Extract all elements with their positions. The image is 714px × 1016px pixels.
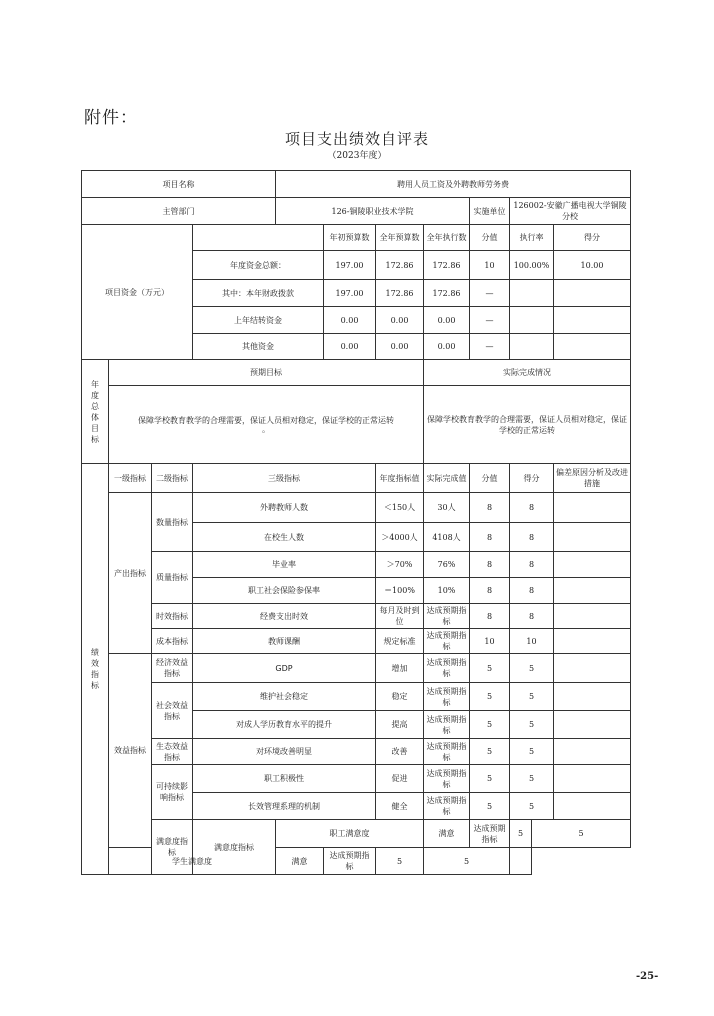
level3-cell: 经费支出时效	[193, 604, 376, 629]
funds-header-annual: 全年预算数	[376, 225, 424, 251]
expected-goal-text: 保障学校教育教学的合理需要，保证人员相对稳定，保证学校的正常运转 。	[109, 386, 424, 464]
points-cell: 8	[510, 578, 554, 604]
funds-header-initial: 年初预算数	[324, 225, 376, 251]
funds-row-initial: 0.00	[324, 334, 376, 360]
target-cell: 提高	[376, 711, 424, 739]
self-evaluation-table	[81, 170, 631, 875]
deviation-cell	[554, 711, 631, 739]
funds-header-row	[82, 225, 631, 251]
funds-label: 项目资金（万元）	[82, 225, 193, 360]
level2-cell: 成本指标	[152, 629, 193, 654]
level3-cell: 毕业率	[193, 552, 376, 578]
score-cell: 5	[470, 683, 510, 711]
annual-goal-label: 年度总体目标	[82, 360, 109, 464]
level2-cell: 时效指标	[152, 604, 193, 629]
points-cell: 10	[510, 629, 554, 654]
impl-unit-label: 实施单位	[470, 198, 510, 225]
performance-indicator-label: 绩效指标	[82, 464, 109, 875]
goals-content-row	[82, 386, 631, 464]
deviation-cell	[554, 793, 631, 820]
level3-cell: 职工社会保险参保率	[193, 578, 376, 604]
department-value: 126-铜陵职业技术学院	[276, 198, 470, 225]
level3-cell: 教师课酬	[193, 629, 376, 654]
expected-goal-label: 预期目标	[109, 360, 424, 386]
impl-unit-value: 126002-安徽广播电视大学铜陵分校	[510, 198, 631, 225]
level1-cell: 产出指标	[109, 493, 152, 654]
score-cell: 8	[470, 523, 510, 552]
funds-row-rate	[510, 334, 554, 360]
funds-header-rate: 执行率	[510, 225, 554, 251]
funds-row-executed: 0.00	[424, 334, 470, 360]
funds-row-initial: 197.00	[324, 280, 376, 307]
level1-cell: 效益指标	[109, 654, 152, 848]
level3-cell: 外聘教师人数	[193, 493, 376, 523]
funds-row-name: 其他资金	[193, 334, 324, 360]
funds-header-points: 得分	[554, 225, 631, 251]
points-cell: 8	[510, 493, 554, 523]
level3-cell: GDP	[193, 654, 376, 683]
level2-cell: 质量指标	[152, 552, 193, 604]
score-header: 分值	[470, 464, 510, 493]
department-row	[82, 198, 631, 225]
funds-row-annual: 172.86	[376, 280, 424, 307]
points-cell: 5	[510, 739, 554, 765]
indicator-row	[82, 604, 631, 629]
score-cell: 5	[376, 848, 424, 875]
level3-cell: 长效管理系理的机制	[193, 793, 376, 820]
funds-row-executed: 172.86	[424, 280, 470, 307]
funds-row-points	[554, 334, 631, 360]
target-cell: ＞4000人	[376, 523, 424, 552]
funds-row-score: —	[470, 334, 510, 360]
funds-row-name: 其中：本年财政拨款	[193, 280, 324, 307]
funds-header-executed: 全年执行数	[424, 225, 470, 251]
level3-cell: 职工积极性	[193, 765, 376, 793]
points-cell: 8	[510, 523, 554, 552]
attachment-label: 附件：	[84, 108, 138, 128]
level3-header: 三级指标	[193, 464, 376, 493]
project-name-label: 项目名称	[82, 171, 276, 198]
actual-cell: 达成预期指标	[424, 654, 470, 683]
score-cell: 10	[470, 629, 510, 654]
points-cell: 5	[510, 765, 554, 793]
target-cell: 改善	[376, 739, 424, 765]
level2-cell: 经济效益指标	[152, 654, 193, 683]
points-cell: 8	[510, 604, 554, 629]
actual-cell: 30人	[424, 493, 470, 523]
deviation-cell	[554, 629, 631, 654]
funds-row-annual: 172.86	[376, 251, 424, 280]
points-cell: 5	[532, 820, 631, 848]
page-title: 项目支出绩效自评表	[284, 130, 429, 148]
actual-header: 实际完成值	[424, 464, 470, 493]
project-name-row	[82, 171, 631, 198]
funds-row-annual: 0.00	[376, 334, 424, 360]
target-cell: 每月及时到位	[376, 604, 424, 629]
funds-row-points	[554, 307, 631, 334]
funds-row-initial: 0.00	[324, 307, 376, 334]
level3-cell: 学生满意度	[109, 848, 276, 875]
deviation-cell	[554, 493, 631, 523]
target-cell: 促进	[376, 765, 424, 793]
funds-row-points: 10.00	[554, 251, 631, 280]
level2-cell: 生态效益指标	[152, 739, 193, 765]
expected-goal-mark: 。	[262, 425, 270, 434]
score-cell: 8	[470, 578, 510, 604]
target-header: 年度指标值	[376, 464, 424, 493]
points-cell: 5	[510, 793, 554, 820]
actual-cell: 达成预期指标	[324, 848, 376, 875]
actual-cell: 10%	[424, 578, 470, 604]
score-cell: 5	[470, 793, 510, 820]
level2-cell: 数量指标	[152, 493, 193, 552]
target-cell: 健全	[376, 793, 424, 820]
level3-cell: 在校生人数	[193, 523, 376, 552]
deviation-cell	[554, 552, 631, 578]
score-cell: 5	[510, 820, 532, 848]
level2-cell: 社会效益指标	[152, 683, 193, 739]
points-cell: 5	[510, 711, 554, 739]
actual-cell: 达成预期指标	[424, 629, 470, 654]
actual-result-label: 实际完成情况	[424, 360, 631, 386]
funds-row-executed: 0.00	[424, 307, 470, 334]
project-name-value: 聘用人员工资及外聘教师劳务费	[276, 171, 631, 198]
actual-cell: 4108人	[424, 523, 470, 552]
score-cell: 8	[470, 493, 510, 523]
score-cell: 5	[470, 711, 510, 739]
deviation-cell	[554, 654, 631, 683]
score-cell: 5	[470, 739, 510, 765]
deviation-cell	[510, 848, 532, 875]
funds-row-initial: 197.00	[324, 251, 376, 280]
deviation-cell	[554, 765, 631, 793]
indicator-row	[82, 654, 631, 683]
funds-row-score: —	[470, 307, 510, 334]
funds-header-blank	[193, 225, 324, 251]
actual-cell: 76%	[424, 552, 470, 578]
score-cell: 8	[470, 552, 510, 578]
points-cell: 5	[510, 683, 554, 711]
funds-row-rate	[510, 280, 554, 307]
level3-cell: 对环境改善明显	[193, 739, 376, 765]
goals-header-row	[82, 360, 631, 386]
actual-result-text: 保障学校教育教学的合理需要，保证人员相对稳定，保证学校的正常运转	[424, 386, 631, 464]
funds-row-points	[554, 280, 631, 307]
level3-cell: 对成人学历教育水平的提升	[193, 711, 376, 739]
funds-row-score: 10	[470, 251, 510, 280]
level1-cell: 满意度指标	[152, 820, 193, 875]
indicator-row	[82, 848, 631, 875]
target-cell: 满意	[276, 848, 324, 875]
funds-row-name: 上年结转资金	[193, 307, 324, 334]
actual-cell: 达成预期指标	[424, 765, 470, 793]
level2-cell: 满意度指标	[193, 820, 276, 875]
points-header: 得分	[510, 464, 554, 493]
actual-cell: 达成预期指标	[470, 820, 510, 848]
indicator-row	[82, 765, 631, 793]
funds-row-name: 年度资金总额：	[193, 251, 324, 280]
actual-cell: 达成预期指标	[424, 739, 470, 765]
actual-cell: 达成预期指标	[424, 683, 470, 711]
level2-header: 二级指标	[152, 464, 193, 493]
funds-row-annual: 0.00	[376, 307, 424, 334]
target-cell: ＞70%	[376, 552, 424, 578]
score-cell: 5	[470, 765, 510, 793]
funds-row-rate	[510, 307, 554, 334]
indicator-row	[82, 552, 631, 578]
page-number: -25-	[636, 971, 659, 982]
indicator-row	[82, 739, 631, 765]
points-cell: 8	[510, 552, 554, 578]
level3-cell: 维护社会稳定	[193, 683, 376, 711]
target-cell: ＜150人	[376, 493, 424, 523]
target-cell: 满意	[424, 820, 470, 848]
indicator-row	[82, 683, 631, 711]
level2-cell: 可持续影响指标	[152, 765, 193, 820]
funds-row-rate: 100.00%	[510, 251, 554, 280]
deviation-cell	[554, 604, 631, 629]
funds-header-score: 分值	[470, 225, 510, 251]
score-cell: 8	[470, 604, 510, 629]
actual-cell: 达成预期指标	[424, 793, 470, 820]
funds-row-executed: 172.86	[424, 251, 470, 280]
indicator-row	[82, 493, 631, 523]
report-year: （2023年度）	[327, 151, 387, 161]
deviation-cell	[554, 578, 631, 604]
target-cell: 增加	[376, 654, 424, 683]
deviation-cell	[554, 523, 631, 552]
actual-cell: 达成预期指标	[424, 604, 470, 629]
points-cell: 5	[510, 654, 554, 683]
deviation-cell	[554, 739, 631, 765]
target-cell: 稳定	[376, 683, 424, 711]
deviation-header: 偏差原因分析及改进措施	[554, 464, 631, 493]
points-cell: 5	[424, 848, 510, 875]
target-cell: 规定标准	[376, 629, 424, 654]
indicator-row	[82, 629, 631, 654]
indicator-row	[82, 820, 631, 848]
target-cell: ＝100%	[376, 578, 424, 604]
actual-cell: 达成预期指标	[424, 711, 470, 739]
level3-cell: 职工满意度	[276, 820, 424, 848]
indicator-header-row	[82, 464, 631, 493]
score-cell: 5	[470, 654, 510, 683]
funds-row-score: —	[470, 280, 510, 307]
level1-header: 一级指标	[109, 464, 152, 493]
deviation-cell	[554, 683, 631, 711]
department-label: 主管部门	[82, 198, 276, 225]
